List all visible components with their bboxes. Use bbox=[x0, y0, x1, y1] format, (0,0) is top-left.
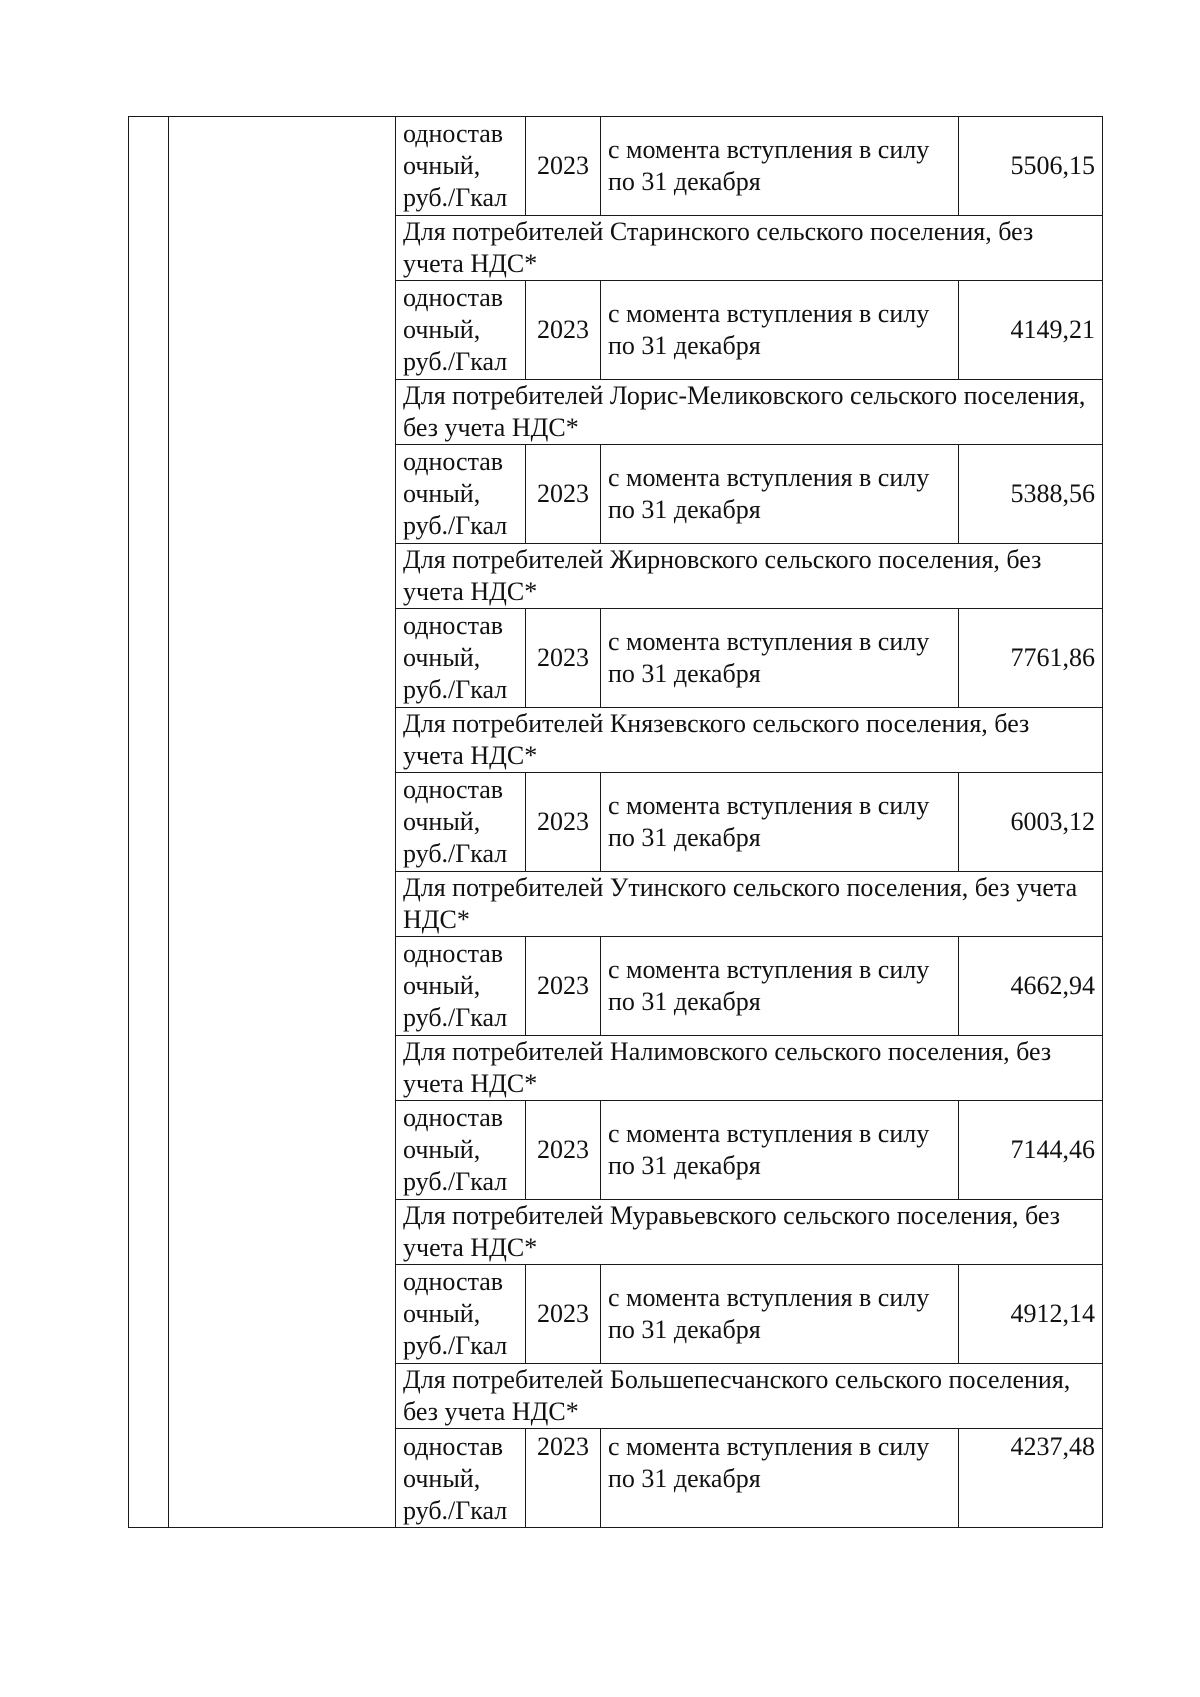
period-cell: с момента вступления в силу по 31 декабря bbox=[601, 117, 959, 216]
period-cell: с момента вступления в силу по 31 декабря bbox=[601, 773, 959, 872]
tariff-table bbox=[128, 116, 1103, 1528]
tariff-unit-line: одностав bbox=[403, 1103, 504, 1132]
tariff-value-cell: 4662,94 bbox=[959, 937, 1103, 1036]
tariff-unit-line: руб./Гкал bbox=[403, 1331, 508, 1360]
tariff-unit-cell bbox=[396, 445, 526, 544]
tariff-unit-cell bbox=[396, 1429, 526, 1528]
tariff-unit-line: одностав bbox=[403, 447, 504, 476]
tariff-value-cell: 7761,86 bbox=[959, 609, 1103, 708]
tariff-unit-line: одностав bbox=[403, 939, 504, 968]
group-heading: Для потребителей Утинского сельского поселения, без учета НДС* bbox=[396, 872, 1103, 937]
period-cell: с момента вступления в силу по 31 декабря bbox=[601, 1101, 959, 1200]
tariff-value-cell: 7144,46 bbox=[959, 1101, 1103, 1200]
tariff-unit-line: очный, bbox=[403, 1299, 481, 1328]
group-heading: Для потребителей Старинского сельского поселения, без учета НДС* bbox=[396, 216, 1103, 281]
tariff-unit-line: одностав bbox=[403, 1267, 504, 1296]
tariff-unit-line: руб./Гкал bbox=[403, 1496, 508, 1525]
year-cell: 2023 bbox=[526, 445, 601, 544]
tariff-value-cell: 4149,21 bbox=[959, 281, 1103, 380]
tariff-unit-line: руб./Гкал bbox=[403, 511, 508, 540]
tariff-unit-cell bbox=[396, 117, 526, 216]
tariff-value-cell: 4912,14 bbox=[959, 1265, 1103, 1364]
year-cell: 2023 bbox=[526, 609, 601, 708]
tariff-unit-line: одностав bbox=[403, 119, 504, 148]
tariff-unit-line: очный, bbox=[403, 1464, 481, 1493]
group-heading: Для потребителей Жирновского сельского поселения, без учета НДС* bbox=[396, 544, 1103, 609]
period-cell: с момента вступления в силу по 31 декабря bbox=[601, 609, 959, 708]
tariff-unit-line: очный, bbox=[403, 315, 481, 344]
year-cell: 2023 bbox=[526, 117, 601, 216]
group-heading: Для потребителей Большепесчанского сельского поселения, без учета НДС* bbox=[396, 1364, 1103, 1429]
year-cell: 2023 bbox=[526, 773, 601, 872]
group-heading: Для потребителей Лорис-Меликовского сельского поселения, без учета НДС* bbox=[396, 380, 1103, 445]
year-cell: 2023 bbox=[526, 937, 601, 1036]
tariff-unit-line: очный, bbox=[403, 971, 481, 1000]
group-heading: Для потребителей Князевского сельского поселения, без учета НДС* bbox=[396, 708, 1103, 773]
tariff-unit-line: очный, bbox=[403, 807, 481, 836]
year-cell: 2023 bbox=[526, 281, 601, 380]
period-cell: с момента вступления в силу по 31 декабря bbox=[601, 1429, 959, 1528]
tariff-unit-line: руб./Гкал bbox=[403, 675, 508, 704]
tariff-value-cell: 5506,15 bbox=[959, 117, 1103, 216]
tariff-unit-cell bbox=[396, 281, 526, 380]
period-cell: с момента вступления в силу по 31 декабря bbox=[601, 937, 959, 1036]
tariff-table-body bbox=[129, 117, 1103, 1528]
tariff-unit-cell bbox=[396, 1101, 526, 1200]
blank-name-cell bbox=[169, 117, 396, 1528]
tariff-unit-line: одностав bbox=[403, 611, 504, 640]
tariff-row bbox=[129, 117, 1103, 216]
tariff-unit-cell bbox=[396, 773, 526, 872]
tariff-unit-line: руб./Гкал bbox=[403, 1003, 508, 1032]
year-cell: 2023 bbox=[526, 1265, 601, 1364]
group-heading: Для потребителей Налимовского сельского поселения, без учета НДС* bbox=[396, 1036, 1103, 1101]
year-cell: 2023 bbox=[526, 1429, 601, 1528]
tariff-value-cell: 4237,48 bbox=[959, 1429, 1103, 1528]
tariff-unit-line: руб./Гкал bbox=[403, 347, 508, 376]
blank-number-cell bbox=[129, 117, 169, 1528]
tariff-value-cell: 6003,12 bbox=[959, 773, 1103, 872]
period-cell: с момента вступления в силу по 31 декабря bbox=[601, 1265, 959, 1364]
tariff-unit-line: очный, bbox=[403, 1135, 481, 1164]
period-cell: с момента вступления в силу по 31 декабря bbox=[601, 445, 959, 544]
tariff-unit-line: очный, bbox=[403, 643, 481, 672]
tariff-unit-line: одностав bbox=[403, 775, 504, 804]
tariff-unit-cell bbox=[396, 609, 526, 708]
group-heading: Для потребителей Муравьевского сельского поселения, без учета НДС* bbox=[396, 1200, 1103, 1265]
period-cell: с момента вступления в силу по 31 декабря bbox=[601, 281, 959, 380]
tariff-unit-line: очный, bbox=[403, 151, 481, 180]
tariff-value-cell: 5388,56 bbox=[959, 445, 1103, 544]
tariff-unit-line: очный, bbox=[403, 479, 481, 508]
tariff-unit-cell bbox=[396, 1265, 526, 1364]
year-cell: 2023 bbox=[526, 1101, 601, 1200]
tariff-unit-line: руб./Гкал bbox=[403, 183, 508, 212]
tariff-unit-line: одностав bbox=[403, 283, 504, 312]
tariff-unit-line: руб./Гкал bbox=[403, 1167, 508, 1196]
tariff-unit-line: руб./Гкал bbox=[403, 839, 508, 868]
tariff-unit-line: одностав bbox=[403, 1432, 504, 1461]
tariff-unit-cell bbox=[396, 937, 526, 1036]
